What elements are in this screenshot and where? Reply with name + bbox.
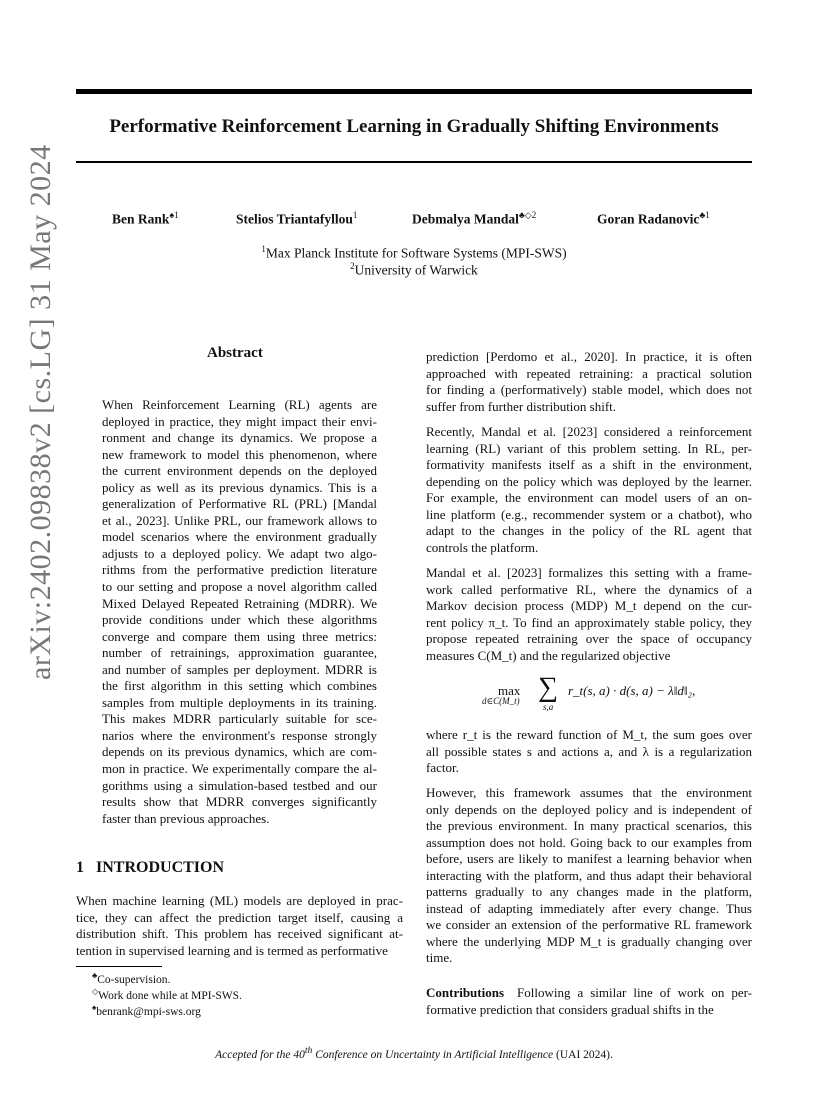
text-line: measures C(M_t) and the regularized objective: [426, 647, 671, 663]
text-line: the current environment depends on the deployed: [102, 463, 377, 479]
text-line: formative prediction that considers gradual shifts in the: [426, 1001, 714, 1017]
text-line: rent policy π_t. To find an approximately stable policy, they: [426, 614, 752, 630]
author-2: Stelios Triantafyllou$^1$: [236, 210, 358, 227]
text-line: where the underlying MDP M_t is gradually changing over: [426, 933, 752, 949]
text-line: before, users are likely to manifest a learning behavior when: [426, 851, 752, 867]
text-line: Mandal et al. [2023] formalizes this setting with a frame-: [426, 565, 752, 580]
paper-title: Performative Reinforcement Learning in Gradually Shifting Environments: [109, 116, 719, 137]
author-3: Debmalya Mandal$^{♣◇2}$: [412, 210, 537, 227]
author-1: Ben Rank$^{♠1}$: [112, 210, 179, 227]
text-line: approached with repeated retraining: a practical solution: [426, 365, 752, 381]
text-line: only depends on the deployed policy and is independent of: [426, 801, 752, 817]
contributions-label: Contributions: [426, 985, 505, 1000]
text-line: suffer from further distribution shift.: [426, 398, 617, 414]
equation-body: r_t(s, a) · d(s, a) − λ‖d‖₂,: [568, 683, 696, 698]
text-line: patterns gradually to any changes made in the platform,: [426, 884, 752, 900]
sum-symbol: ∑: [538, 672, 558, 703]
text-line: Mixed Delayed Repeated Retraining (MDRR). We: [102, 595, 377, 611]
abstract-body: [102, 397, 377, 827]
text-line: for finding a (performatively) stable model, which does not: [426, 382, 752, 398]
text-line: provide conditions under which these algorithms: [102, 612, 377, 628]
text-line: the previous environment. In many practical scenarios, this: [426, 818, 752, 834]
text-line: formativity manifests itself as a shift in the environment,: [426, 457, 752, 473]
right-paragraph-contributions: [426, 985, 752, 1018]
text-line: controls the platform.: [426, 539, 539, 555]
footnote-3: ♠benrank@mpi-sws.org: [92, 1003, 201, 1018]
text-line: Markov decision process (MDP) M_t depend on the cur-: [426, 598, 752, 614]
text-line: However, this framework assumes that the environment: [426, 785, 752, 800]
text-line: assumption does not hold. Going back to our examples from: [426, 834, 752, 850]
right-paragraph-4: [426, 727, 752, 777]
text-line: Recently, Mandal et al. [2023] considered a reinforcement: [426, 424, 752, 439]
title-rule: [76, 161, 752, 163]
top-rule: [76, 89, 752, 94]
text-line: converge and compare them using three metrics:: [102, 628, 377, 644]
right-paragraph-2: [426, 424, 752, 556]
text-line: When machine learning (ML) models are deployed in prac-: [76, 893, 403, 908]
text-line: generalization of Performative RL (PRL) [Mandal: [102, 496, 377, 512]
section-heading-introduction: 1 INTRODUCTION: [76, 859, 225, 876]
text-line: samples from multiple deployments in its training.: [102, 694, 377, 710]
text-line: results show that MDRR converges significantly: [102, 794, 377, 810]
text-line: time.: [426, 950, 453, 966]
footnote-1: ♣Co-supervision.: [92, 971, 171, 986]
text-line: number of retrainings, approximation guarantee,: [102, 645, 377, 661]
right-paragraph-3: [426, 565, 752, 664]
author-4: Goran Radanovic$^{♣1}$: [597, 210, 710, 227]
text-line: propose repeated retraining over the space of occupancy: [426, 631, 752, 647]
affiliation-2: $^2$University of Warwick: [350, 261, 478, 278]
text-line: rithms from the performative prediction literature: [102, 562, 377, 578]
right-paragraph-1: [426, 349, 752, 415]
text-line: mon in practice. We experimentally compare the al-: [102, 761, 377, 777]
page-footer: Accepted for the 40th Conference on Uncertainty in Artificial Intelligence (UAI 2024).: [215, 1045, 613, 1061]
text-line: new framework to model this phenomenon, where: [102, 446, 377, 462]
text-line: the first algorithm in this setting which combines: [102, 678, 377, 694]
text-line: instead of adapting immediately after every change. Thus: [426, 900, 752, 916]
text-line: to our setting and propose a novel algorithm called: [102, 579, 377, 595]
text-line: tention in supervised learning and is termed as performative: [76, 942, 388, 958]
text-line: deployed in practice, they might impact their envi-: [102, 413, 377, 429]
text-line: work called performative RL, where the dynamics of a: [426, 581, 752, 597]
equation-max: max: [498, 683, 521, 698]
text-line: adjusts to a deployed policy. We adapt two algo-: [102, 545, 377, 561]
text-line: distribution shift. This problem has received significant at-: [76, 926, 403, 942]
text-line: For example, the environment can model users of an on-: [426, 490, 752, 506]
text-line: learning (RL) variant of this problem setting. In RL, per-: [426, 440, 752, 456]
text-line: line platform (e.g., recommender system or a chatbot), who: [426, 506, 752, 522]
text-line: This makes MDRR particularly suitable for sce-: [102, 711, 377, 727]
text-line: and number of samples per deployment. MDRR is: [102, 661, 377, 677]
contributions-text: Following a similar line of work on per-: [504, 985, 752, 1000]
text-line: model scenarios where the environment gradually: [102, 529, 377, 545]
text-line: gorithms using a simulation-based testbed and our: [102, 777, 377, 793]
footnote-rule: [76, 966, 162, 967]
text-line: When Reinforcement Learning (RL) agents are: [102, 397, 377, 412]
text-line: adapt to the changes in the policy of the RL agent that: [426, 523, 752, 539]
abstract-heading: Abstract: [207, 345, 263, 361]
text-line: narios where the environment's response strongly: [102, 727, 377, 743]
introduction-body: [76, 893, 403, 959]
text-line: tice, they can affect the prediction target itself, causing a: [76, 909, 403, 925]
text-line: ronment and change its dynamics. We propose a: [102, 430, 377, 446]
text-line: depending on the policy which was deployed by the learner.: [426, 473, 752, 489]
text-line: all possible states s and actions a, and λ is a regularization: [426, 743, 752, 759]
text-line: we consider an extension of the performative RL framework: [426, 917, 752, 933]
text-line: faster than previous approaches.: [102, 810, 270, 826]
arxiv-identifier: arXiv:2402.09838v2 [cs.LG] 31 May 2024: [24, 144, 57, 680]
text-line: et al., 2023]. Unlike PRL, our framework allows to: [102, 512, 377, 528]
equation-max-subscript: d∈C(M_t): [482, 696, 520, 706]
right-paragraph-5: [426, 785, 752, 967]
text-line: policy as well as its previous dynamics. This is a: [102, 479, 377, 495]
affiliation-1: $^1$Max Planck Institute for Software Systems (MPI-SWS): [261, 244, 567, 261]
text-line: depends on its previous dynamics, which are com-: [102, 744, 377, 760]
equation-sum-subscript: s,a: [543, 702, 554, 712]
text-line: [426, 985, 752, 1002]
footnote-2: ◇Work done while at MPI-SWS.: [92, 987, 242, 1002]
text-line: factor.: [426, 760, 459, 776]
text-line: interacting with the platform, and thus adapt their behavioral: [426, 867, 752, 883]
text-line: where r_t is the reward function of M_t, the sum goes over: [426, 727, 752, 742]
text-line: prediction [Perdomo et al., 2020]. In practice, it is often: [426, 349, 752, 364]
